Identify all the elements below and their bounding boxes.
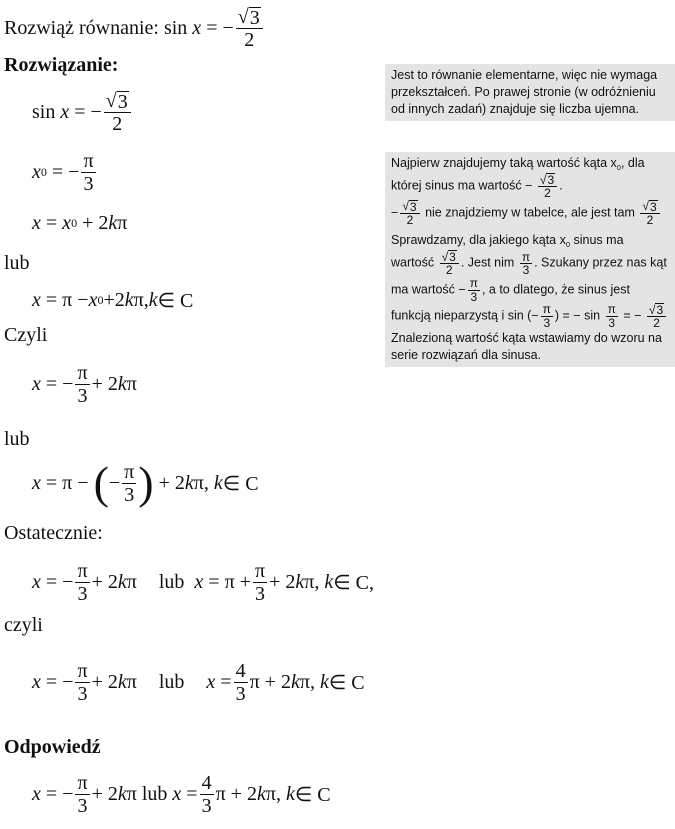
solution-header: Rozwiązanie: (4, 54, 119, 76)
task-line: Rozwiąż równanie: sin x = − √ 3 2 (4, 6, 265, 51)
lub-1: lub (4, 252, 30, 274)
task-label: Rozwiąż równanie: (4, 17, 159, 39)
step-8: x = − $\frac{\pi}{3}$ + 2 k π lub x = $\frac{4}{3}$ π + 2 k π, k ∈ C (32, 660, 365, 705)
task-fraction: √ 3 2 (236, 6, 263, 51)
ostatecznie-label: Ostatecznie: (4, 522, 103, 544)
answer-line: x = − $\frac{\pi}{3}$ + 2 k π lub x = $\frac{4}{3}$ π + 2 k π, k ∈ C (32, 772, 331, 817)
note-2-para-1: Najpierw znajdujemy taką wartość kąta $x_0$, dla której sinus ma wartość − √ 3 2 . (391, 156, 645, 201)
note-1-text: Jest to równanie elementarne, więc nie wymaga przekształceń. Po prawej stronie (w odróżnieniu od innych zadań) znajduje się liczba ujemna. (391, 68, 658, 116)
step-4: x = π − x 0 +2 k π, k ∈ C (32, 289, 194, 312)
answer-header: Odpowiedź (4, 736, 101, 758)
note-2-para-2: − √ 3 2 nie znajdziemy w tabelce, ale jest tam √ 3 2 (391, 200, 669, 227)
note-box-2 (385, 152, 675, 367)
step-2: x 0 = − $\frac{\pi}{3}$ (32, 150, 94, 195)
step-5: x = − $\frac{\pi}{3}$ + 2 k π (32, 362, 137, 407)
step-3: x = x 0 + 2 k π (32, 212, 128, 234)
note-2-para-4: Znalezioną wartość kąta wstawiamy do wzoru na serie rozwiązań dla sinusa. (391, 330, 662, 362)
czyli-1: Czyli (4, 324, 48, 346)
czyli-2: czyli (4, 614, 43, 636)
step-1: sin x = − √ 3 2 (32, 90, 133, 135)
note-box-1 (385, 64, 675, 121)
step-6: x = π − ( − $\frac{\pi}{3}$ ) + 2 k π, k ∈ C (32, 457, 259, 508)
step-7: x = − $\frac{\pi}{3}$ + 2 k π lub x = π + $\frac{\pi}{3}$ + 2 k π, k ∈ C, (32, 560, 375, 605)
lub-2: lub (4, 428, 30, 450)
note-2-para-3: Sprawdzamy, dla jakiego kąta $x_0$ sinus ma wartość √ 3 2 . Jest nim $\frac{\pi}{3}$ . Szukany przez nas kąt ma wartość − $\frac{\pi}{3}$ , a to dlatego, że sinus jest funkcją nieparzystą i sin (− $\frac{\pi}{3}$ ) = − sin $\frac{\pi}{3}$ = − √ 3 2 (391, 233, 667, 331)
